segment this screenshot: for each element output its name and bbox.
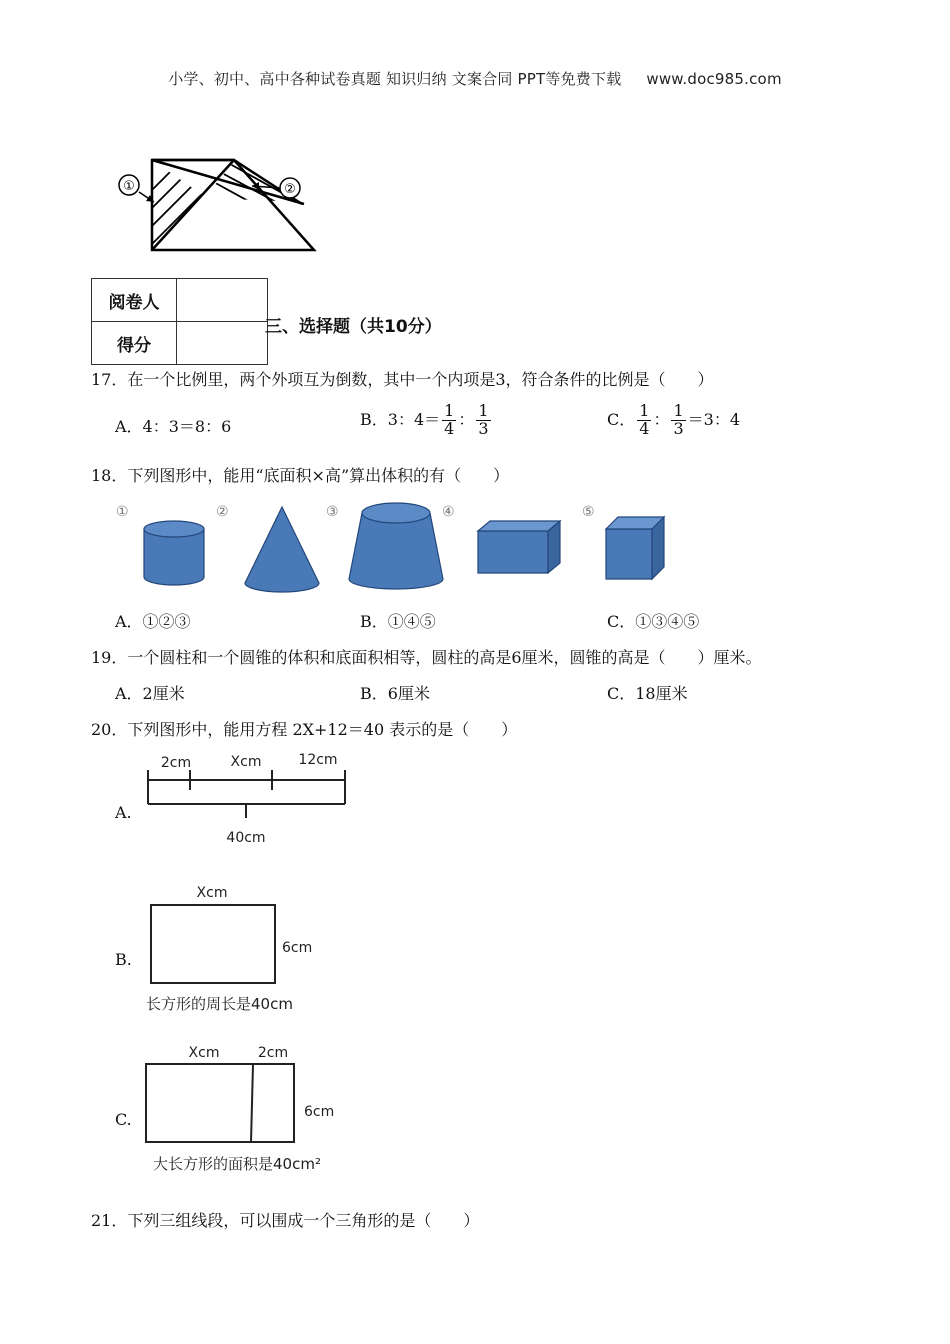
q17-option-c: C． $\frac{1}{4}$ ： $\frac{1}{3}$ ＝3：4 (607, 401, 741, 438)
q19-option-a: A．2厘米 (115, 684, 185, 703)
question-19: 19．一个圆柱和一个圆锥的体积和底面积相等，圆柱的高是6厘米，圆锥的高是（ ）厘米。 (91, 648, 762, 667)
shape-label-1: ① (116, 504, 129, 520)
question-20: 20．下列图形中，能用方程 2X+12＝40 表示的是（ ） (91, 720, 518, 739)
rectangle-diagram-c (140, 1040, 350, 1150)
q18-option-c: C．①③④⑤ (607, 612, 700, 631)
fraction: $\frac{1}{3}$ (673, 401, 684, 438)
rect-c-side-label: 6cm (304, 1104, 335, 1120)
rect-c-caption: 大长方形的面积是40cm² (153, 1155, 321, 1173)
figure-label-1: ① (123, 179, 135, 194)
q20-option-c-label: C. (115, 1110, 132, 1129)
question-21: 21．下列三组线段，可以围成一个三角形的是（ ） (91, 1211, 480, 1230)
q20-option-b-label: B. (115, 950, 132, 969)
cone-shape (245, 507, 319, 592)
q20-option-a-label: A. (115, 803, 132, 822)
question-17: 17．在一个比例里，两个外项互为倒数，其中一个内项是3，符合条件的比例是（ ） (91, 370, 714, 389)
header-site: www.doc985.com (646, 70, 782, 88)
cube-shape (606, 517, 664, 579)
segment-diagram-a (140, 748, 355, 848)
segment-xcm-label: Xcm (230, 754, 262, 770)
question-18: 18．下列图形中，能用“底面积×高”算出体积的有（ ） (91, 466, 510, 485)
fraction: $\frac{1}{4}$ (444, 401, 455, 438)
q18-option-b: B．①④⑤ (360, 612, 436, 631)
shape-label-5: ⑤ (582, 504, 595, 520)
score-label: 得分 (92, 322, 177, 365)
rectangle-diagram-b (140, 880, 340, 990)
q17-option-b: B．3：4＝ $\frac{1}{4}$ ： $\frac{1}{3}$ (360, 401, 489, 438)
figure-label-2: ② (284, 182, 296, 197)
shape-label-3: ③ (326, 504, 339, 520)
score-table (91, 278, 268, 365)
section-title: 三、选择题（共10分） (265, 317, 442, 337)
fraction: $\frac{1}{3}$ (478, 401, 489, 438)
rect-b-top-label: Xcm (196, 885, 228, 901)
reviewer-label: 阅卷人 (92, 279, 177, 322)
fraction: $\frac{1}{4}$ (639, 401, 650, 438)
q17-option-a: A．4：3＝8：6 (115, 417, 232, 436)
segment-2cm-label: 2cm (160, 755, 192, 771)
segment-12cm-label: 12cm (298, 752, 338, 768)
header-text: 小学、初中、高中各种试卷真题 知识归纳 文案合同 PPT等免费下载 (168, 70, 622, 88)
hatched-triangles-figure (112, 150, 327, 256)
q17-b-prefix: B．3：4＝ (360, 409, 441, 429)
solid-shapes-figure (114, 499, 670, 595)
shape-label-4: ④ (442, 504, 455, 520)
rect-c-top-label-2: 2cm (257, 1045, 289, 1061)
segment-total-label: 40cm (226, 830, 266, 846)
q18-option-a: A．①②③ (115, 612, 191, 631)
q17-c-prefix: C． (607, 409, 636, 429)
cuboid-shape (478, 521, 560, 573)
rect-c-top-label-x: Xcm (188, 1045, 220, 1061)
frustum-shape (349, 503, 443, 589)
rect-b-caption: 长方形的周长是40cm (146, 995, 293, 1013)
score-cell (177, 322, 268, 365)
page-header (0, 68, 950, 89)
rect-b-side-label: 6cm (282, 940, 313, 956)
shape-label-2: ② (216, 504, 229, 520)
cylinder-shape (144, 521, 204, 585)
q19-option-b: B．6厘米 (360, 684, 430, 703)
q19-option-c: C．18厘米 (607, 684, 688, 703)
reviewer-cell (177, 279, 268, 322)
